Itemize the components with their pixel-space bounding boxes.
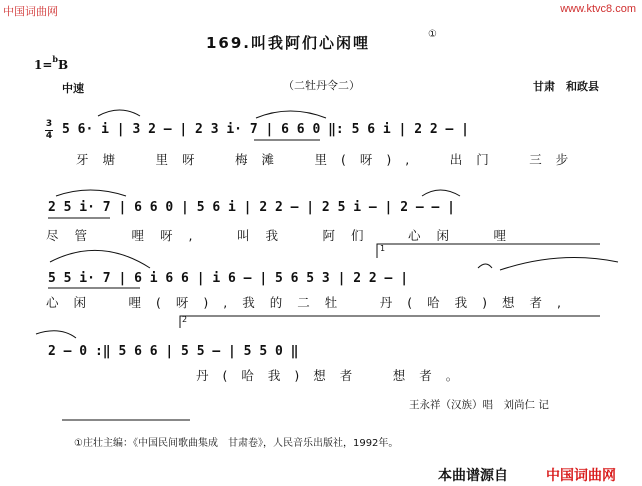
source-site: 中国词曲网 — [546, 468, 616, 484]
notation-line-2: 2 5 i· 7 | 6 6 0 | 5 6 i | 2 2 — | 2 5 i — | 2 — — | — [48, 200, 455, 215]
slur-line1-a — [98, 110, 140, 116]
slur-line4-a — [36, 331, 76, 338]
key-label: 1= — [34, 58, 53, 72]
watermark-site-name: 中国词曲网 — [3, 6, 58, 18]
tempo-marking: 中速 — [62, 82, 84, 95]
meter-top: 3 — [45, 119, 53, 129]
volta-1-label: 1 — [380, 244, 386, 253]
lyrics-line-3: 心闲 哩(呀),我的二牡 丹(哈我)想者, — [46, 295, 576, 310]
slur-line3-b — [478, 264, 492, 268]
title-footnote-mark: ① — [428, 29, 437, 40]
notation-line-1: 5 6· i | 3 2 — | 2 3 i· 7 | 6 6 0 ‖: 5 6 i | 2 2 — | — [62, 122, 469, 137]
lyrics-line-4: 丹(哈我)想者 想者。 — [196, 368, 473, 383]
source-label: 本曲谱源自 — [438, 468, 508, 484]
volta-1-bracket — [377, 244, 600, 258]
slur-line2-b — [422, 190, 460, 196]
song-subtitle: （二牡丹令二） — [283, 79, 360, 92]
region: 甘肃 和政县 — [533, 80, 599, 93]
performer-credit: 王永祥（汉族）唱 刘尚仁 记 — [409, 399, 549, 411]
lyrics-line-2: 尽管 哩呀, 叫我 阿们 心闲 哩 — [46, 228, 522, 243]
key-flat: b — [52, 54, 58, 64]
slur-line2-a — [56, 190, 126, 196]
slur-line1-b — [256, 111, 326, 118]
slur-line3-c — [500, 258, 618, 271]
volta-2-bracket — [180, 316, 600, 328]
footnote: ①庄壮主编：《中国民间歌曲集成 甘肃卷》，人民音乐出版社，1992年。 — [74, 438, 399, 449]
key-letter: B — [58, 58, 69, 72]
lyrics-line-1: 牙塘 里呀 梅滩 里(呀), 出门 三步 — [76, 152, 583, 167]
slur-line3-a — [50, 250, 150, 268]
notation-line-3: 5 5 i· 7 | 6 i 6 6 | i 6 — | 5 6 5 3 | 2 2 — | — [48, 271, 409, 286]
volta-2-label: 2 — [182, 315, 188, 324]
watermark-url: www.ktvc8.com — [560, 3, 636, 15]
song-title: 169.叫我阿们心闲哩 — [206, 34, 371, 52]
notation-line-4: 2 — 0 :‖ 5 6 6 | 5 5 — | 5 5 0 ‖ — [48, 344, 299, 359]
meter-bottom: 4 — [45, 131, 53, 141]
